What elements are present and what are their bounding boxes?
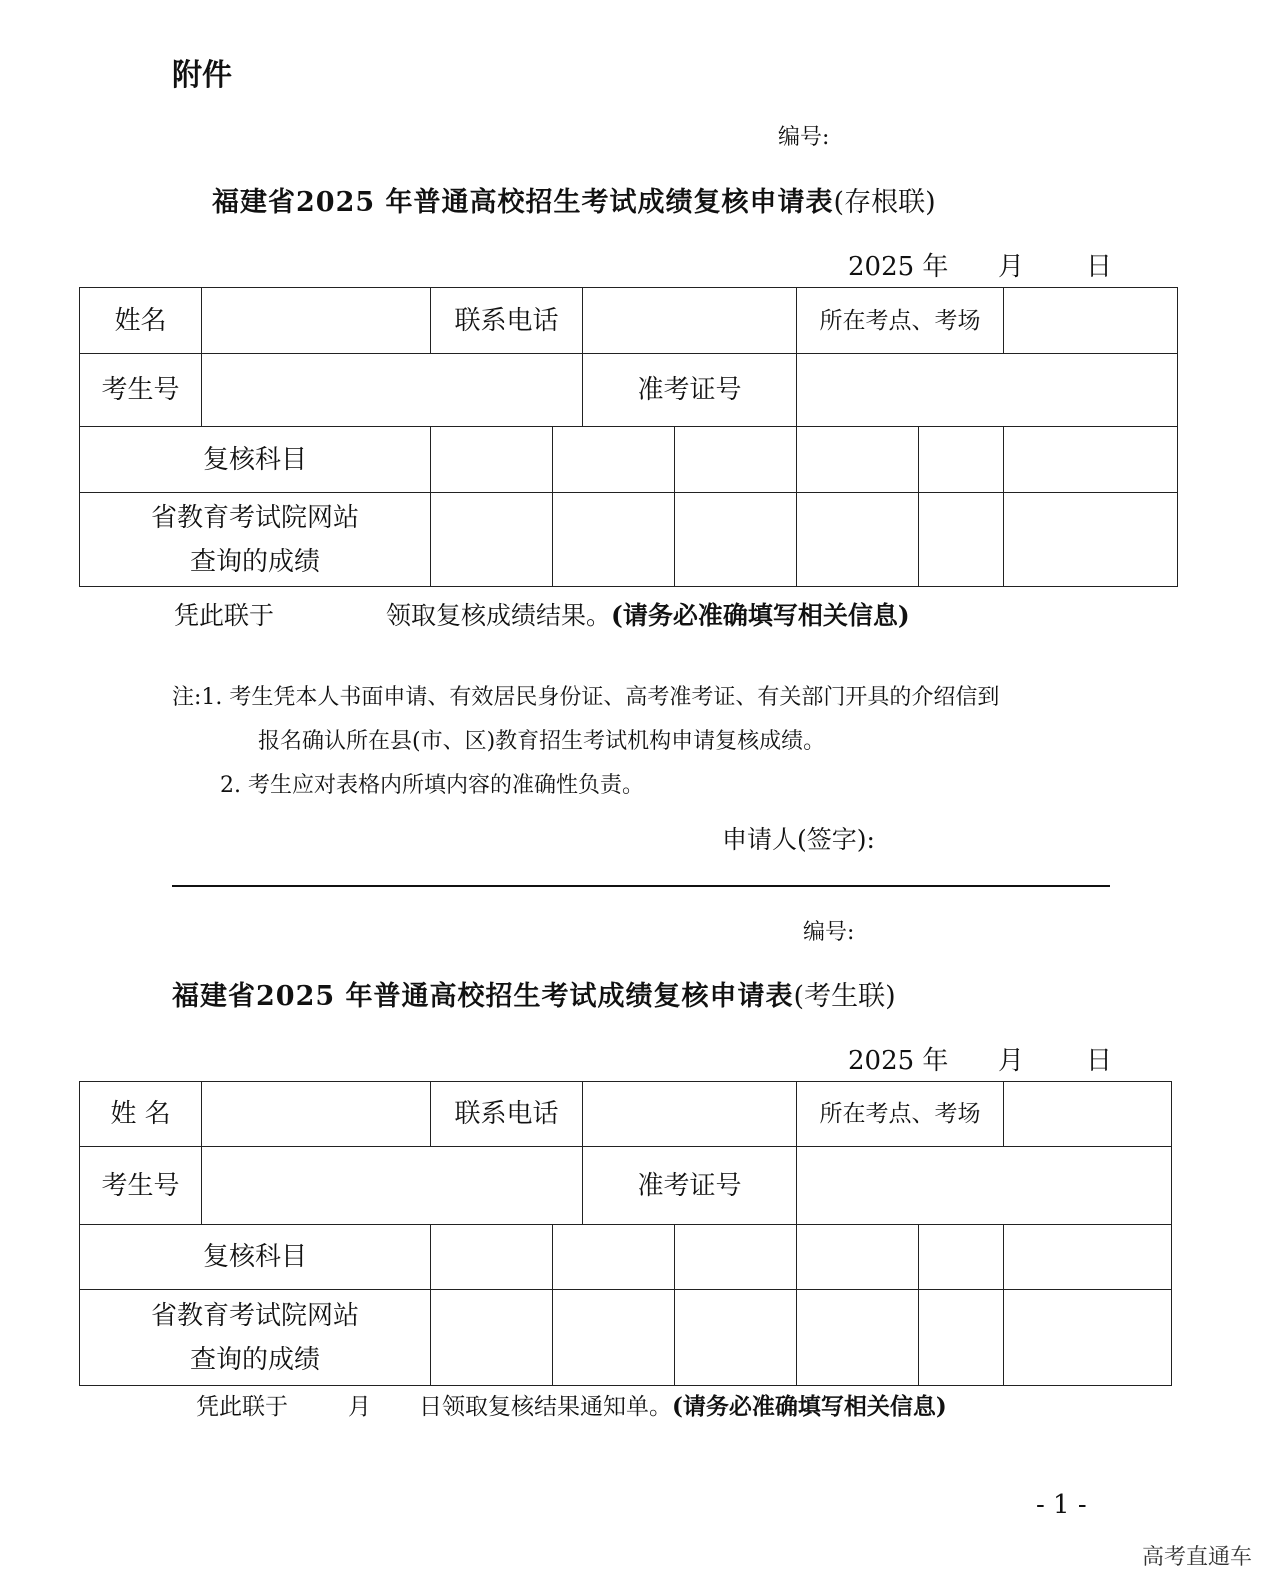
examinee-subject-cell[interactable]: [431, 1225, 553, 1290]
examinee-phone-field[interactable]: [583, 1082, 797, 1147]
examinee-phone-label: 联系电话: [431, 1082, 583, 1147]
stub-serial-label: 编号:: [778, 125, 830, 150]
stub-name-field[interactable]: [202, 288, 431, 354]
examinee-date-year: 2025 年: [848, 1046, 949, 1076]
stub-score-cell[interactable]: [797, 493, 919, 587]
stub-subject-cell[interactable]: [1004, 427, 1178, 493]
stub-subject-cell[interactable]: [431, 427, 553, 493]
examinee-title-main: 福建省2025 年普通高校招生考试成绩复核申请表: [172, 981, 794, 1012]
examinee-serial-label: 编号:: [803, 920, 855, 945]
stub-score-cell[interactable]: [431, 493, 553, 587]
stub-name-label: 姓名: [80, 288, 202, 354]
stub-score-cell[interactable]: [553, 493, 675, 587]
attachment-label: 附件: [172, 58, 232, 93]
stub-examinee-no-field[interactable]: [202, 354, 583, 427]
examinee-date: [848, 1040, 1112, 1077]
stub-venue-label: 所在考点、考场: [797, 288, 1004, 354]
stub-form-table: [79, 287, 1178, 587]
examinee-score-cell[interactable]: [1004, 1290, 1172, 1386]
examinee-examinee-no-label: 考生号: [80, 1147, 202, 1225]
stub-score-label: [80, 493, 431, 587]
page-number: - 1 -: [1036, 1490, 1087, 1520]
stub-date-day: 日: [1086, 252, 1113, 282]
stub-title-sub: (存根联): [833, 187, 936, 218]
examinee-score-label: [80, 1290, 431, 1386]
examinee-venue-label: 所在考点、考场: [797, 1082, 1004, 1147]
stub-admission-no-field[interactable]: [797, 354, 1178, 427]
stub-score-cell[interactable]: [919, 493, 1004, 587]
stub-score-cell[interactable]: [1004, 493, 1178, 587]
examinee-date-month: 月: [998, 1046, 1025, 1076]
stub-date: [848, 246, 1112, 283]
stub-date-year: 2025 年: [848, 252, 949, 282]
examinee-receipt-middle: 日领取复核结果通知单。: [419, 1394, 672, 1420]
examinee-name-label: 姓 名: [80, 1082, 202, 1147]
stub-subject-cell[interactable]: [919, 427, 1004, 493]
stub-score-label-line2: 查询的成绩: [189, 546, 320, 577]
examinee-admission-no-label: 准考证号: [583, 1147, 797, 1225]
stub-admission-no-label: 准考证号: [583, 354, 797, 427]
examinee-score-cell[interactable]: [431, 1290, 553, 1386]
examinee-name-field[interactable]: [202, 1082, 431, 1147]
tear-off-divider: [172, 885, 1110, 887]
examinee-date-day: 日: [1086, 1046, 1113, 1076]
examinee-examinee-no-field[interactable]: [202, 1147, 583, 1225]
stub-subject-cell[interactable]: [675, 427, 797, 493]
stub-phone-field[interactable]: [583, 288, 797, 354]
examinee-subject-cell[interactable]: [919, 1225, 1004, 1290]
watermark-text: 高考直通车: [1142, 1545, 1253, 1570]
stub-receipt-line: [174, 596, 910, 632]
stub-subject-cell[interactable]: [797, 427, 919, 493]
stub-receipt-emphasis: (请务必准确填写相关信息): [611, 601, 910, 630]
examinee-score-cell[interactable]: [797, 1290, 919, 1386]
examinee-receipt-month: 月: [348, 1394, 371, 1420]
examinee-title-sub: (考生联): [793, 981, 896, 1012]
examinee-score-cell[interactable]: [553, 1290, 675, 1386]
examinee-score-label-line1: 省教育考试院网站: [150, 1300, 359, 1331]
examinee-venue-field[interactable]: [1004, 1082, 1172, 1147]
stub-receipt-middle: 领取复核成绩结果。: [386, 601, 612, 630]
notes-line-2: 报名确认所在县(市、区)教育招生考试机构申请复核成绩。: [258, 729, 826, 754]
examinee-title: [172, 974, 896, 1013]
examinee-subject-cell[interactable]: [1004, 1225, 1172, 1290]
stub-phone-label: 联系电话: [431, 288, 583, 354]
signature-label: 申请人(签字):: [722, 825, 875, 854]
examinee-admission-no-field[interactable]: [797, 1147, 1172, 1225]
stub-title: [212, 180, 936, 219]
examinee-subjects-label: 复核科目: [80, 1225, 431, 1290]
stub-title-main: 福建省2025 年普通高校招生考试成绩复核申请表: [212, 187, 834, 218]
examinee-subject-cell[interactable]: [675, 1225, 797, 1290]
stub-subjects-label: 复核科目: [80, 427, 431, 493]
examinee-receipt-prefix: 凭此联于: [196, 1394, 288, 1420]
stub-venue-field[interactable]: [1004, 288, 1178, 354]
notes-line-1: 注:1. 考生凭本人书面申请、有效居民身份证、高考准考证、有关部门开具的介绍信到: [172, 685, 1000, 710]
stub-score-cell[interactable]: [675, 493, 797, 587]
examinee-score-label-line2: 查询的成绩: [189, 1344, 320, 1375]
notes-line-3: 2. 考生应对表格内所填内容的准确性负责。: [220, 773, 644, 798]
examinee-score-cell[interactable]: [919, 1290, 1004, 1386]
examinee-form-table: [79, 1081, 1172, 1386]
stub-date-month: 月: [998, 252, 1025, 282]
stub-receipt-prefix: 凭此联于: [174, 601, 275, 630]
examinee-subject-cell[interactable]: [797, 1225, 919, 1290]
examinee-receipt-emphasis: (请务必准确填写相关信息): [672, 1393, 947, 1420]
examinee-subject-cell[interactable]: [553, 1225, 675, 1290]
stub-score-label-line1: 省教育考试院网站: [150, 502, 359, 533]
stub-subject-cell[interactable]: [553, 427, 675, 493]
examinee-score-cell[interactable]: [675, 1290, 797, 1386]
stub-examinee-no-label: 考生号: [80, 354, 202, 427]
examinee-receipt-line: [196, 1388, 947, 1421]
